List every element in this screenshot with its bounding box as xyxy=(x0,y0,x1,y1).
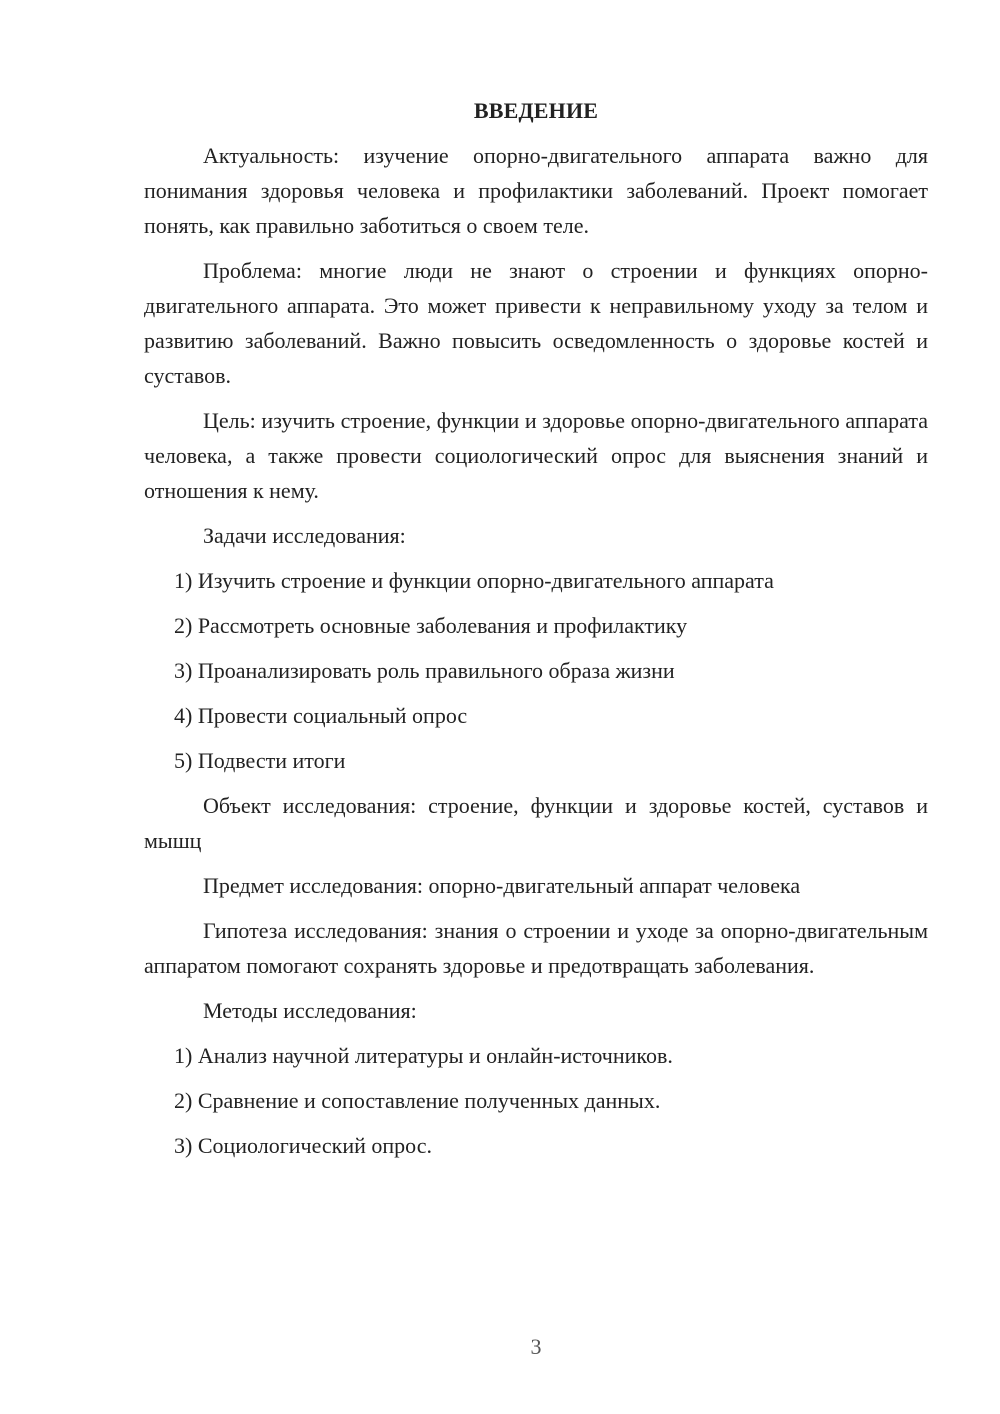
hypothesis-paragraph: Гипотеза исследования: знания о строении и уходе за опорно-двигательным аппаратом помогают сохранять здоровье и предотвращать заболевания. xyxy=(144,918,928,978)
list-item: 3) Социологический опрос. xyxy=(174,1133,432,1158)
subject-paragraph: Предмет исследования: опорно-двигательный аппарат человека xyxy=(203,873,801,898)
goal-paragraph: Цель: изучить строение, функции и здоровье опорно-двигательного аппарата человека, а также провести социологический опрос для выяснения знаний и отношения к нему. xyxy=(144,408,928,503)
tasks-list xyxy=(144,563,928,778)
methods-heading: Методы исследования: xyxy=(203,998,417,1023)
tasks-heading: Задачи исследования: xyxy=(203,523,406,548)
list-item: 5) Подвести итоги xyxy=(174,748,346,773)
relevance-paragraph: Актуальность: изучение опорно-двигательного аппарата важно для понимания здоровья человека и профилактики заболеваний. Проект помогает понять, как правильно заботиться о своем теле. xyxy=(144,143,928,238)
list-item: 1) Анализ научной литературы и онлайн-источников. xyxy=(174,1043,673,1068)
list-item: 1) Изучить строение и функции опорно-двигательного аппарата xyxy=(174,568,774,593)
list-item: 3) Проанализировать роль правильного образа жизни xyxy=(174,658,675,683)
methods-list xyxy=(144,1038,928,1163)
page-content xyxy=(144,94,928,1173)
list-item: 4) Провести социальный опрос xyxy=(174,703,468,728)
list-item: 2) Рассмотреть основные заболевания и профилактику xyxy=(174,613,688,638)
problem-paragraph: Проблема: многие люди не знают о строении и функциях опорно-двигательного аппарата. Это может привести к неправильному уходу за телом и развитию заболеваний. Важно повысить осведомленность о здоровье костей и суставов. xyxy=(144,258,928,388)
page-number: 3 xyxy=(530,1334,542,1359)
page-title: ВВЕДЕНИЕ xyxy=(473,98,599,123)
list-item: 2) Сравнение и сопоставление полученных данных. xyxy=(174,1088,661,1113)
object-paragraph: Объект исследования: строение, функции и здоровье костей, суставов и мышц xyxy=(144,793,928,853)
